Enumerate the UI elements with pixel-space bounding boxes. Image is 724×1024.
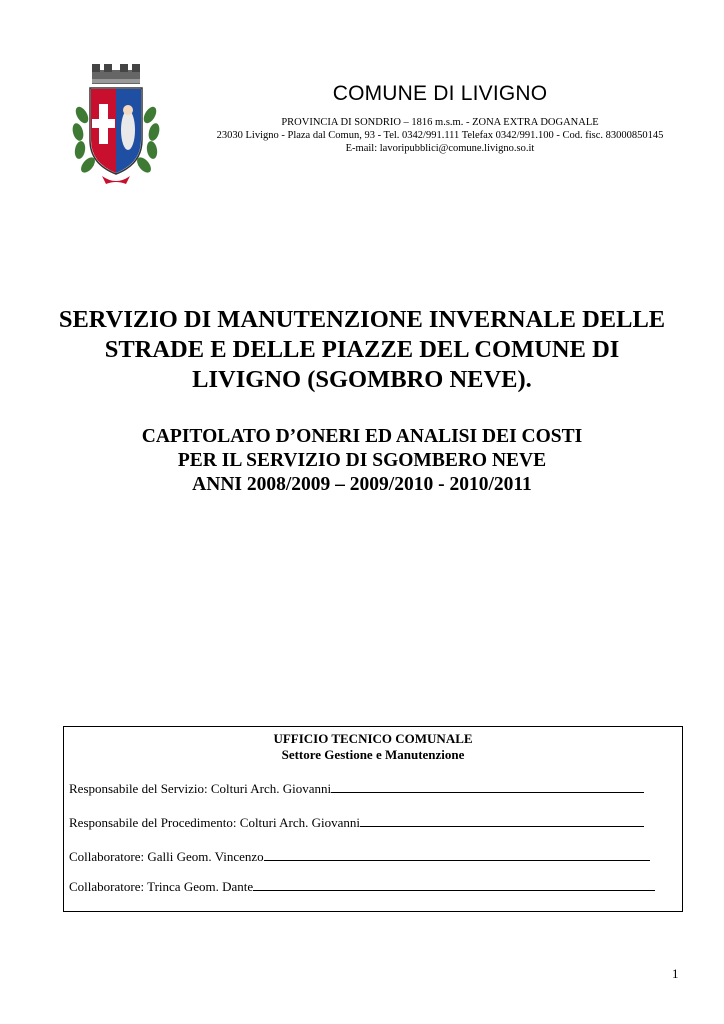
office-box [63,726,683,912]
staff-row [69,815,644,831]
signature-line [331,781,644,793]
staff-label: Collaboratore: Trinca Geom. Dante [69,879,254,894]
title-block [40,305,684,497]
title-line: LIVIGNO (SGOMBRO NEVE). [192,366,532,393]
province-line: PROVINCIA DI SONDRIO – 1816 m.s.m. - ZONA EXTRA DOGANALE [281,117,599,128]
town-name: COMUNE DI LIVIGNO [332,82,548,105]
title-line: STRADE E DELLE PIAZZE DEL COMUNE DI [104,336,620,363]
signature-line [253,879,655,891]
staff-row [69,849,650,865]
staff-row [69,781,644,797]
office-sector: Settore Gestione e Manutenzione [281,747,465,762]
signature-line [264,849,650,861]
subtitle-line: ANNI 2008/2009 – 2009/2010 - 2010/2011 [192,474,532,495]
staff-label: Responsabile del Procedimento: Colturi Arch. Giovanni [69,815,361,830]
page-number: 1 [672,966,679,981]
signature-line [360,815,644,827]
email-line: E-mail: lavoripubblici@comune.livigno.so.it [345,143,535,154]
staff-label: Collaboratore: Galli Geom. Vincenzo [69,849,264,864]
subtitle-line: CAPITOLATO D’ONERI ED ANALISI DEI COSTI [141,426,583,447]
crown-icon [92,64,140,84]
subtitle-line: PER IL SERVIZIO DI SGOMBERO NEVE [177,450,547,471]
office-heading [64,731,682,763]
office-name: UFFICIO TECNICO COMUNALE [273,731,473,746]
title-line: SERVIZIO DI MANUTENZIONE INVERNALE DELLE [58,306,666,333]
document-title [40,305,684,395]
letterhead [190,82,690,155]
staff-row [69,879,655,895]
address-line: 23030 Livigno - Plaza dal Comun, 93 - Tel. 0342/991.111 Telefax 0342/991.100 - Cod. fisc. 83000850145 [216,130,664,141]
staff-label: Responsabile del Servizio: Colturi Arch. Giovanni [69,781,332,796]
municipal-coat-of-arms-icon [62,60,170,188]
document-subtitle [40,425,684,497]
